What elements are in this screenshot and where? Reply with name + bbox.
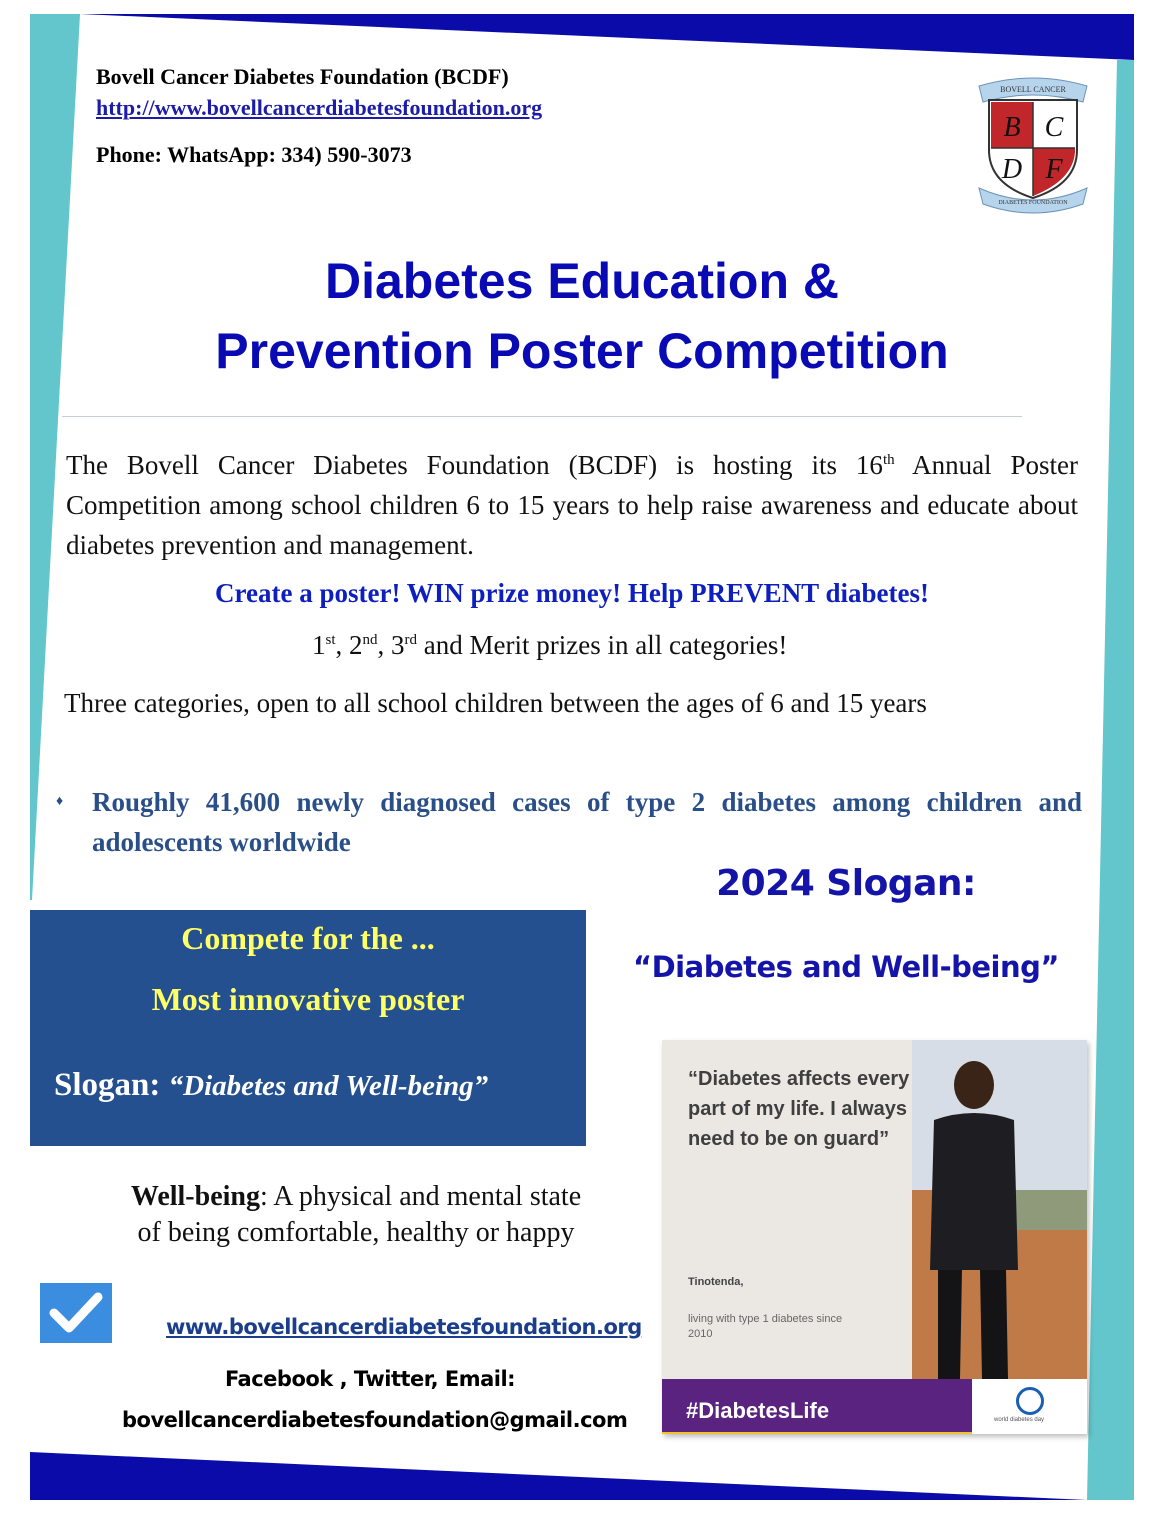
contact-email[interactable]: bovellcancerdiabetesfoundation@gmail.com <box>122 1408 628 1432</box>
wellbeing-term: Well-being <box>130 1181 260 1212</box>
org-name: Bovell Cancer Diabetes Foundation (BCDF) <box>96 64 509 89</box>
logo-banner-top-text: BOVELL CANCER <box>1000 85 1066 94</box>
wellbeing-definition <box>126 1179 586 1251</box>
title-line-2: Prevention Poster Competition <box>215 323 949 379</box>
stat-bullet-text: Roughly 41,600 newly diagnosed cases of type 2 diabetes among children and adolescents worldwide <box>92 787 1082 857</box>
logo-letter-c: C <box>1044 112 1064 143</box>
top-navy-bar <box>80 14 1134 60</box>
footer-website-link[interactable]: www.bovellcancerdiabetesfoundation.org <box>166 1315 642 1339</box>
slogan-heading: 2024 Slogan: <box>716 863 976 904</box>
slogan-text: “Diabetes and Well-being” <box>633 950 1059 984</box>
org-website-link[interactable]: http://www.bovellcancerdiabetesfoundation.org <box>96 95 543 120</box>
person-leg-right <box>980 1270 1008 1379</box>
bcdf-logo <box>975 72 1091 214</box>
logo-letter-b: B <box>1003 112 1021 143</box>
compete-line-2: Most innovative poster <box>151 981 465 1017</box>
wdd-label: world diabetes day <box>994 1417 1045 1423</box>
logo-letter-d: D <box>1001 154 1023 185</box>
phone-contact: Phone: WhatsApp: 334) 590-3073 <box>96 142 412 167</box>
title-line-1: Diabetes Education & <box>325 253 839 309</box>
prizes-line: 1st, 2nd, 3rd and Merit prizes in all categories! <box>312 630 788 660</box>
person-head <box>954 1061 994 1109</box>
intro-text-1: The Bovell Cancer Diabetes Foundation (BCDF) is hosting its 16 <box>66 450 883 480</box>
world-diabetes-day-logo <box>972 1379 1087 1434</box>
diabetes-life-photo-card <box>662 1040 1087 1434</box>
photo-caption: living with type 1 diabetes since 2010 <box>688 1313 843 1340</box>
checkmark-icon <box>40 1283 112 1343</box>
bottom-navy-bar <box>30 1452 1087 1500</box>
social-media-line: Facebook , Twitter, Email: <box>224 1367 516 1391</box>
page-title <box>60 246 1104 386</box>
logo-letter-f: F <box>1045 154 1063 185</box>
photo-person-name: Tinotenda, <box>688 1276 744 1288</box>
logo-banner-bottom-text: DIABETES FOUNDATION <box>998 200 1068 206</box>
compete-slogan-text: “Diabetes and Well-being” <box>168 1070 489 1102</box>
diamond-bullet-icon: ♦ <box>56 794 64 809</box>
yellow-accent-strip <box>662 1432 972 1434</box>
compete-slogan-label: Slogan: <box>54 1067 169 1103</box>
intro-sup: th <box>882 452 895 468</box>
categories-text: Three categories, open to all school children between the ages of 6 and 15 years <box>64 688 927 718</box>
photo-quote: “Diabetes affects every part of my life. I always need to be on guard” <box>688 1068 910 1150</box>
person-leg-left <box>938 1270 962 1379</box>
compete-slogan <box>54 1067 488 1104</box>
hashtag-text: #DiabetesLife <box>686 1398 830 1423</box>
blue-circle-logo-icon <box>1016 1387 1044 1415</box>
tagline: Create a poster! WIN prize money! Help PREVENT diabetes! <box>215 578 929 608</box>
intro-text-2: Annual Poster Competition among school children 6 to 15 years to help raise awareness and educate about diabetes prevention and management. <box>66 450 1078 560</box>
wellbeing-definition-text: : A physical and mental state of being comfortable, healthy or happy <box>137 1181 582 1248</box>
intro-paragraph <box>66 440 1078 565</box>
divider <box>62 416 1022 417</box>
compete-line-1: Compete for the ... <box>181 920 435 956</box>
